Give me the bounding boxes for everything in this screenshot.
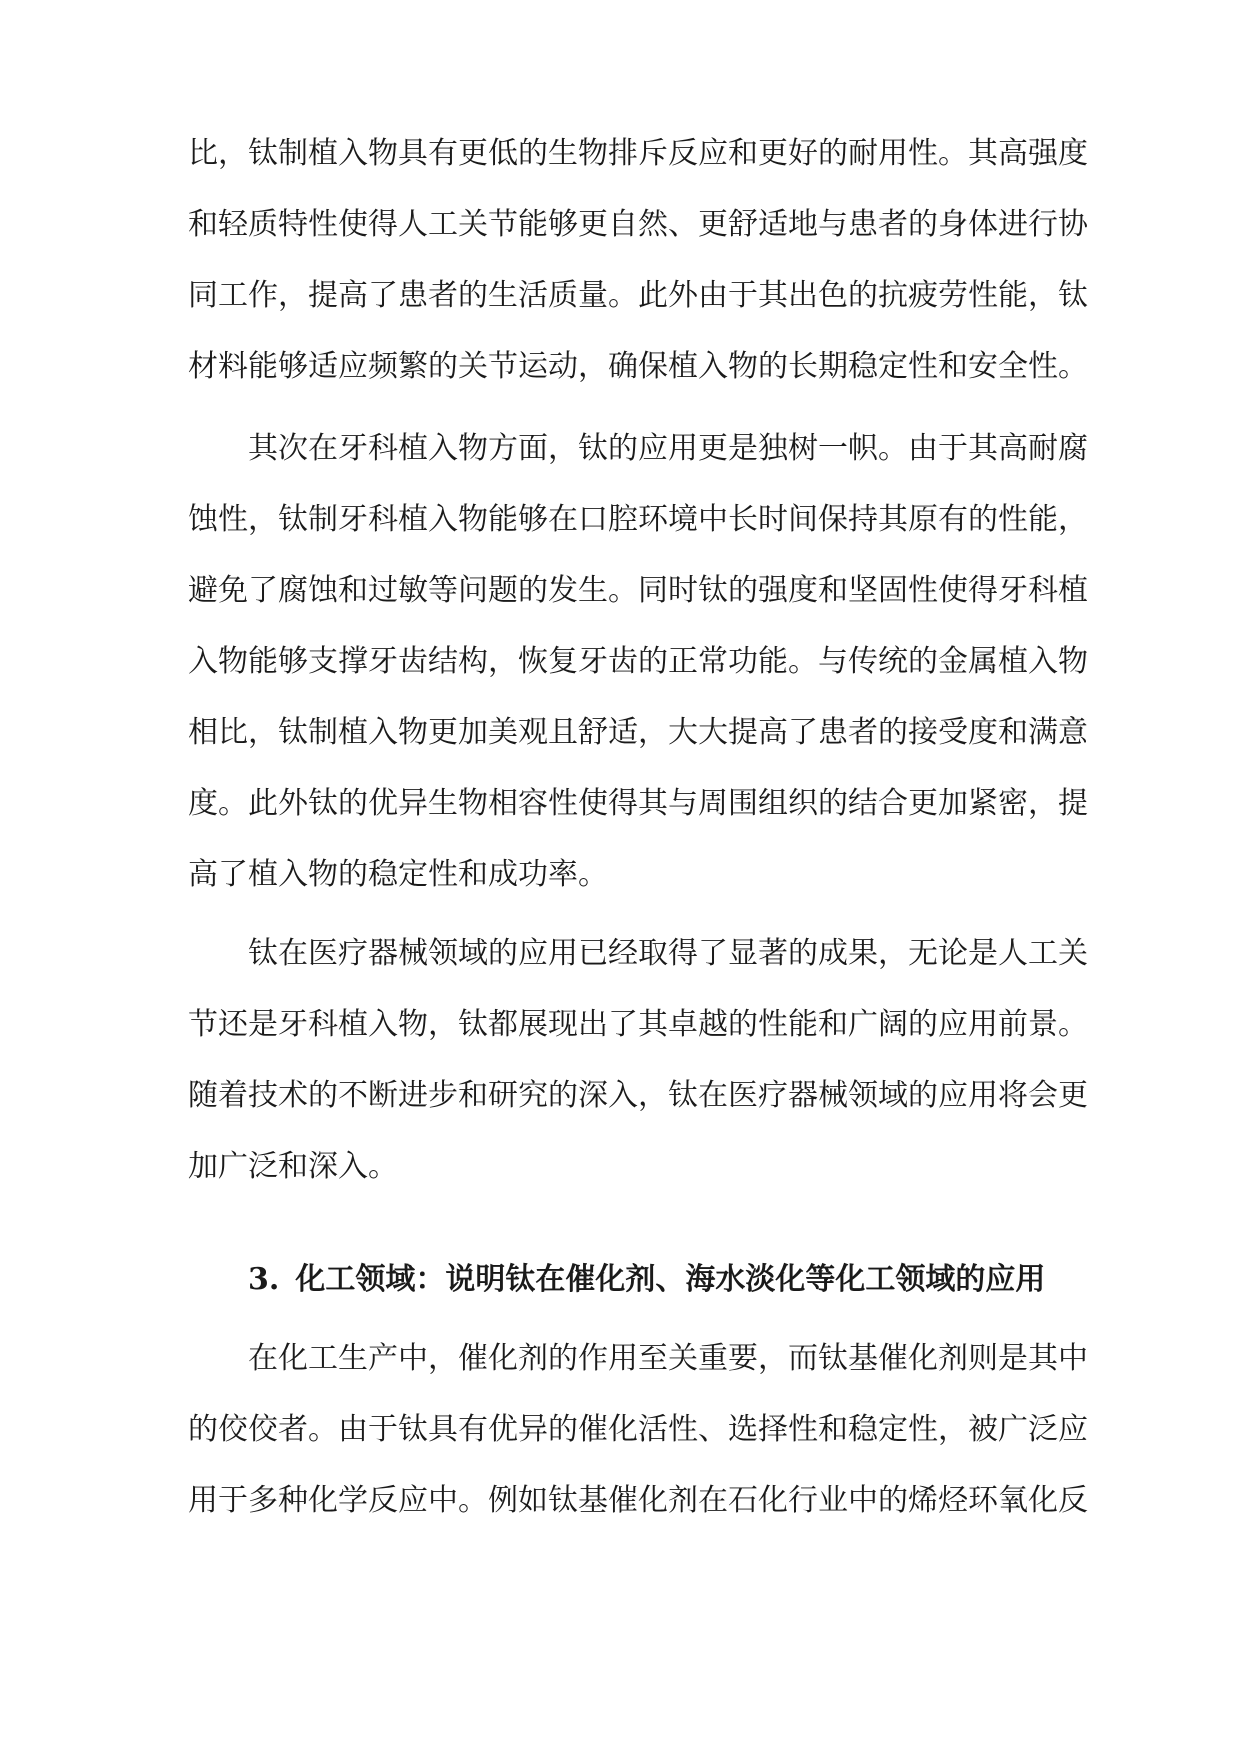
text-line: 节还是牙科植入物，钛都展现出了其卓越的性能和广阔的应用前景。	[188, 1007, 1088, 1042]
text-line: 比，钛制植入物具有更低的生物排斥反应和更好的耐用性。其高强度	[188, 136, 1088, 171]
text-line: 用于多种化学反应中。例如钛基催化剂在石化行业中的烯烃环氧化反	[188, 1483, 1088, 1518]
text-line: 随着技术的不断进步和研究的深入，钛在医疗器械领域的应用将会更	[188, 1078, 1088, 1113]
text-line: 相比，钛制植入物更加美观且舒适，大大提高了患者的接受度和满意	[188, 715, 1088, 750]
text-line: 蚀性，钛制牙科植入物能够在口腔环境中长时间保持其原有的性能，	[188, 502, 1088, 537]
text-line: 同工作，提高了患者的生活质量。此外由于其出色的抗疲劳性能，钛	[188, 278, 1088, 313]
paragraph-first-line: 其次在牙科植入物方面，钛的应用更是独树一帜。由于其高耐腐	[248, 431, 1088, 466]
section-title: 化工领域：说明钛在催化剂、海水淡化等化工领域的应用	[295, 1262, 1046, 1297]
paragraph-first-line: 在化工生产中，催化剂的作用至关重要，而钛基催化剂则是其中	[248, 1341, 1088, 1376]
text-line: 避免了腐蚀和过敏等问题的发生。同时钛的强度和坚固性使得牙科植	[188, 573, 1088, 608]
section-number: 3.	[248, 1262, 280, 1297]
text-line: 高了植入物的稳定性和成功率。	[188, 857, 608, 892]
text-line: 的佼佼者。由于钛具有优异的催化活性、选择性和稳定性，被广泛应	[188, 1412, 1088, 1447]
text-line: 材料能够适应频繁的关节运动，确保植入物的长期稳定性和安全性。	[188, 349, 1088, 384]
text-line: 加广泛和深入。	[188, 1149, 398, 1184]
section-heading	[248, 1260, 1060, 1300]
text-line: 度。此外钛的优异生物相容性使得其与周围组织的结合更加紧密，提	[188, 786, 1088, 821]
paragraph-first-line: 钛在医疗器械领域的应用已经取得了显著的成果，无论是人工关	[248, 936, 1088, 971]
text-line: 入物能够支撑牙齿结构，恢复牙齿的正常功能。与传统的金属植入物	[188, 644, 1088, 679]
text-line: 和轻质特性使得人工关节能够更自然、更舒适地与患者的身体进行协	[188, 207, 1088, 242]
